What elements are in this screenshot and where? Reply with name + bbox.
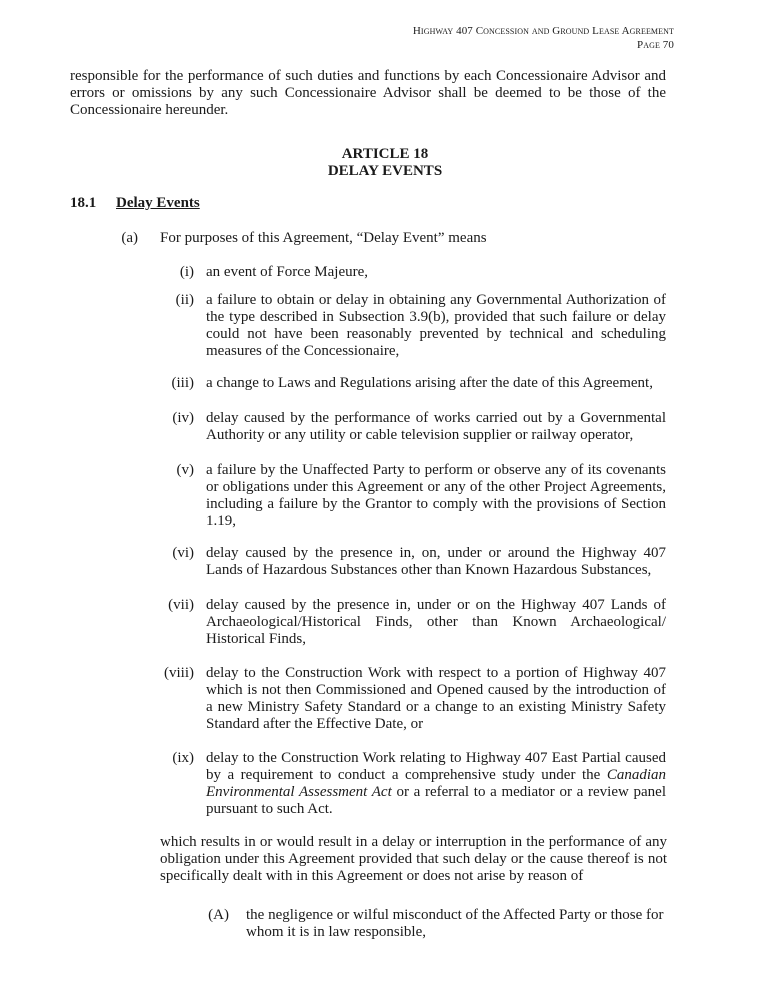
list-item: an event of Force Majeure, [206,264,369,280]
list-item: a failure to obtain or delay in obtaining any Governmental Authorization of the type described in Subsection 3.9(b), provided that such failure or delay could not have been reasonably prevented by technical and scheduling measures of the Concessionaire, [206,292,666,359]
item-label: (viii) [164,665,194,681]
item-label: (i) [179,264,194,280]
list-item: delay caused by the presence in, on, under or around the Highway 407 Lands of Hazardous Substances other than Known Hazardous Substances, [206,545,666,578]
list-item: a failure by the Unaffected Party to perform or observe any of its covenants or obligations under this Agreement or any of the other Project Agreements, including a failure by the Grantor to comply with the provisions of Section 1.19, [206,462,666,529]
article-title: DELAY EVENTS [327,163,443,179]
item-label: (iii) [171,375,194,391]
item-label: (vi) [172,545,194,561]
section-number: 18.1 [70,195,97,211]
sub-item-label: (A) [208,907,229,923]
article-number: ARTICLE 18 [341,146,429,162]
item-text-end: or a referral to a mediator or a review panel pursuant to such Act. [206,784,666,817]
clause-a-label: (a) [121,230,138,246]
list-item [206,750,666,818]
sub-list-item: the negligence or wilful misconduct of the Affected Party or those for whom it is in law responsible, [246,907,664,940]
running-header [413,24,674,52]
list-item: delay to the Construction Work with respect to a portion of Highway 407 which is not then Commissioned and Opened caused by the introduction of a new Ministry Safety Standard or a change to an existing Ministry Safety Standard after the Effective Date, or [206,665,666,732]
section-title: Delay Events [116,195,200,211]
item-label: (iv) [172,410,194,426]
item-text-start: delay to the Construction Work relating to Highway 407 East Partial caused by a requirement to conduct a comprehensive study under the [206,750,666,783]
item-label: (ii) [175,292,194,308]
header-page-number: Page 70 [636,39,674,51]
result-paragraph: which results in or would result in a delay or interruption in the performance of any obligation under this Agreement provided that such delay or the cause thereof is not specifically dealt with in this Agreement or does not arise by reason of [160,834,667,884]
list-item: delay caused by the presence in, under or on the Highway 407 Lands of Archaeological/Historical Finds, other than Known Archaeological/ Historical Finds, [206,597,666,647]
item-label: (ix) [172,750,194,766]
item-label: (vii) [168,597,194,613]
clause-a-intro: For purposes of this Agreement, “Delay Event” means [160,230,487,246]
list-item: a change to Laws and Regulations arising after the date of this Agreement, [206,375,653,391]
act-title-italic: Canadian Environmental Assessment Act [206,767,666,800]
header-title: Highway 407 Concession and Ground Lease Agreement [412,25,674,37]
list-item: delay caused by the performance of works carried out by a Governmental Authority or any utility or cable television supplier or railway operator, [206,410,666,443]
item-label: (v) [176,462,194,478]
carry-over-paragraph: responsible for the performance of such duties and functions by each Concessionaire Advisor and errors or omissions by any such Concessionaire Advisor shall be deemed to be those of the Concessionaire hereunder. [70,68,666,118]
